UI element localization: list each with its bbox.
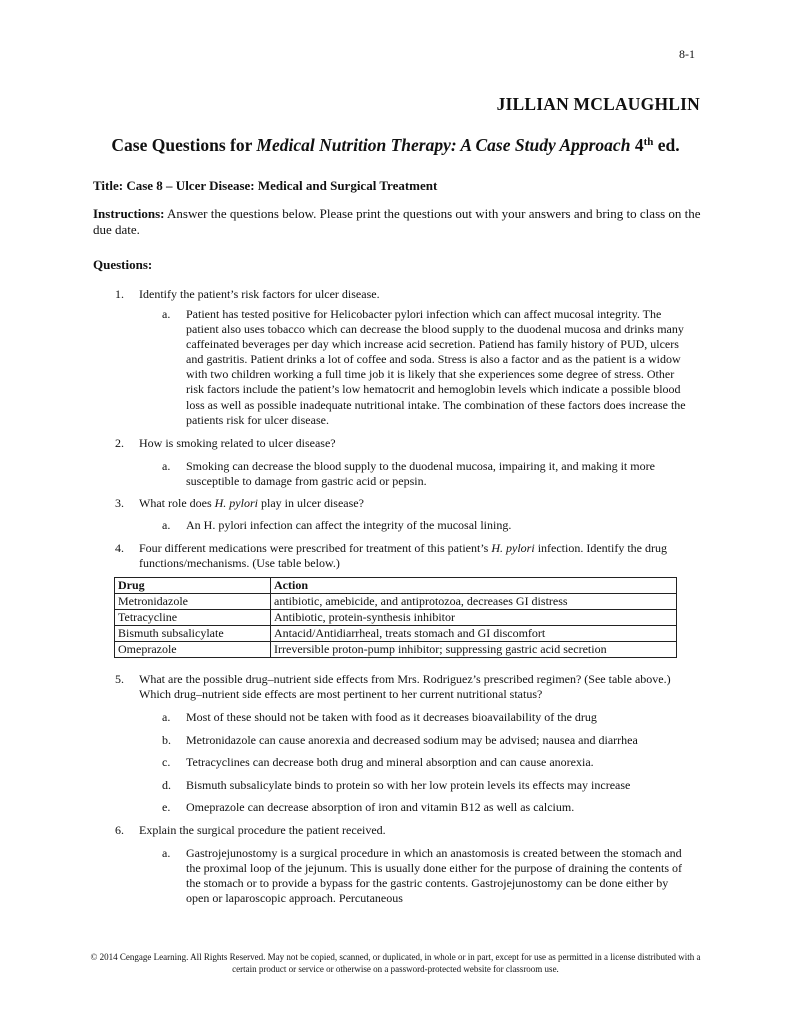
instructions	[93, 206, 703, 238]
question-text: Explain the surgical procedure the patient received.	[139, 823, 386, 837]
answer-text: Metronidazole can cause anorexia and decreased sodium may be advised; nausea and diarrhea	[186, 733, 638, 747]
copyright-footer: © 2014 Cengage Learning. All Rights Reserved. May not be copied, scanned, or duplicated, in whole or in part, except for use as permitted in a license distributed with a certain product or service or otherwise on a password-protected website for classroom use.	[90, 952, 701, 974]
answer-letter: a.	[162, 459, 171, 473]
author-name: JILLIAN MCLAUGHLIN	[496, 94, 700, 114]
question-number: 3.	[115, 496, 124, 510]
drug-cell: Metronidazole	[115, 594, 271, 610]
answer-letter: a.	[162, 846, 171, 860]
answer-text: Patient has tested positive for Helicobacter pylori infection which can affect mucosal integrity. The patient also uses tobacco which can decrease the blood supply to the duodenal mucosa and drinks many caffeinated beverages per day which increase acid secretion. Patiend has family history of PUD, ulcers and gastritis. Patient drinks a lot of coffee and soda. Stress is also a factor and as the patient is a widow with two children working a full time job it is likely that she experiences some degree of stress. Other risk factors include the patient’s low hematocrit and hemoglobin levels which indicate a possible blood loss as well as possible inadequate nutritional intake. The combination of these factors does increase the patients risk for ulcer disease.	[186, 307, 686, 427]
question-text-italic: H. pylori	[214, 496, 258, 510]
answer-text: Omeprazole can decrease absorption of iron and vitamin B12 as well as calcium.	[186, 800, 575, 814]
action-cell: antibiotic, amebicide, and antiprotozoa, decreases GI distress	[271, 594, 677, 610]
page-number: 8-1	[679, 47, 695, 61]
questions-heading: Questions:	[93, 257, 153, 272]
question-text-part: infection. Identify the drug functions/mechanisms. (Use table below.)	[139, 541, 667, 570]
question-number: 5.	[115, 672, 124, 686]
answer-letter: e.	[162, 800, 171, 814]
answer-text: Bismuth subsalicylate binds to protein so with her low protein levels its effects may increase	[186, 778, 631, 792]
table-row	[115, 610, 677, 626]
table-row	[115, 626, 677, 642]
action-cell: Irreversible proton-pump inhibitor; suppressing gastric acid secretion	[271, 642, 677, 658]
table-row	[115, 642, 677, 658]
instructions-label: Instructions:	[93, 206, 165, 221]
question-text-part: Four different medications were prescribed for treatment of this patient’s	[139, 541, 492, 555]
drug-cell: Bismuth subsalicylate	[115, 626, 271, 642]
question-text: What are the possible drug–nutrient side effects from Mrs. Rodriguez’s prescribed regimen? (See table above.) Which drug–nutrient side effects are most pertinent to her current nutritional status?	[139, 672, 671, 701]
title-ed: ed.	[653, 135, 680, 155]
title-edition-number: 4	[630, 135, 644, 155]
drug-cell: Tetracycline	[115, 610, 271, 626]
answer-text: Gastrojejunostomy is a surgical procedure in which an anastomosis is created between the stomach and the proximal loop of the jejunum. This is usually done either for the purpose of draining the contents of the stomach or to provide a bypass for the gastric contents. Gastrojejunostomy can be done either by open or laparoscopic approach. Percutaneous	[186, 846, 683, 906]
table-row	[115, 594, 677, 610]
question-text	[139, 496, 699, 511]
answer-letter: b.	[162, 733, 171, 747]
answer-text: Tetracyclines can decrease both drug and mineral absorption and can cause anorexia.	[186, 755, 594, 769]
drug-cell: Omeprazole	[115, 642, 271, 658]
case-title: Title: Case 8 – Ulcer Disease: Medical and Surgical Treatment	[93, 178, 438, 193]
answer-letter: d.	[162, 778, 171, 792]
question-text-part: What role does	[139, 496, 215, 510]
answer-text: Most of these should not be taken with food as it decreases bioavailability of the drug	[186, 710, 597, 724]
question-text: How is smoking related to ulcer disease?	[139, 436, 336, 450]
action-cell: Antacid/Antidiarrheal, treats stomach and GI discomfort	[271, 626, 677, 642]
answer-text: Smoking can decrease the blood supply to the duodenal mucosa, impairing it, and making it more susceptible to damage from gastric acid or pepsin.	[186, 459, 655, 489]
question-number: 6.	[115, 823, 124, 837]
question-number: 4.	[115, 541, 124, 555]
question-text: Identify the patient’s risk factors for ulcer disease.	[139, 287, 380, 301]
question-text	[139, 541, 699, 571]
title-prefix: Case Questions for	[111, 135, 257, 155]
instructions-text: Answer the questions below. Please print the questions out with your answers and bring to class on the due date.	[93, 206, 701, 237]
answer-letter: a.	[162, 710, 171, 724]
action-cell: Antibiotic, protein-synthesis inhibitor	[271, 610, 677, 626]
answer-text: An H. pylori infection can affect the integrity of the mucosal lining.	[186, 518, 512, 532]
answer-letter: a.	[162, 307, 171, 321]
answer-letter: a.	[162, 518, 171, 532]
table-header-row	[115, 578, 677, 594]
question-text-part: play in ulcer disease?	[257, 496, 364, 510]
book-title: Medical Nutrition Therapy: A Case Study Approach	[256, 135, 631, 155]
table-header-drug: Drug	[115, 578, 271, 594]
question-number: 2.	[115, 436, 124, 450]
document-title	[0, 135, 791, 156]
question-number: 1.	[115, 287, 124, 301]
question-text-italic: H. pylori	[491, 541, 535, 555]
title-edition-suffix: th	[643, 136, 654, 148]
drug-action-table	[114, 577, 677, 658]
table-header-action: Action	[271, 578, 677, 594]
answer-letter: c.	[162, 755, 171, 769]
